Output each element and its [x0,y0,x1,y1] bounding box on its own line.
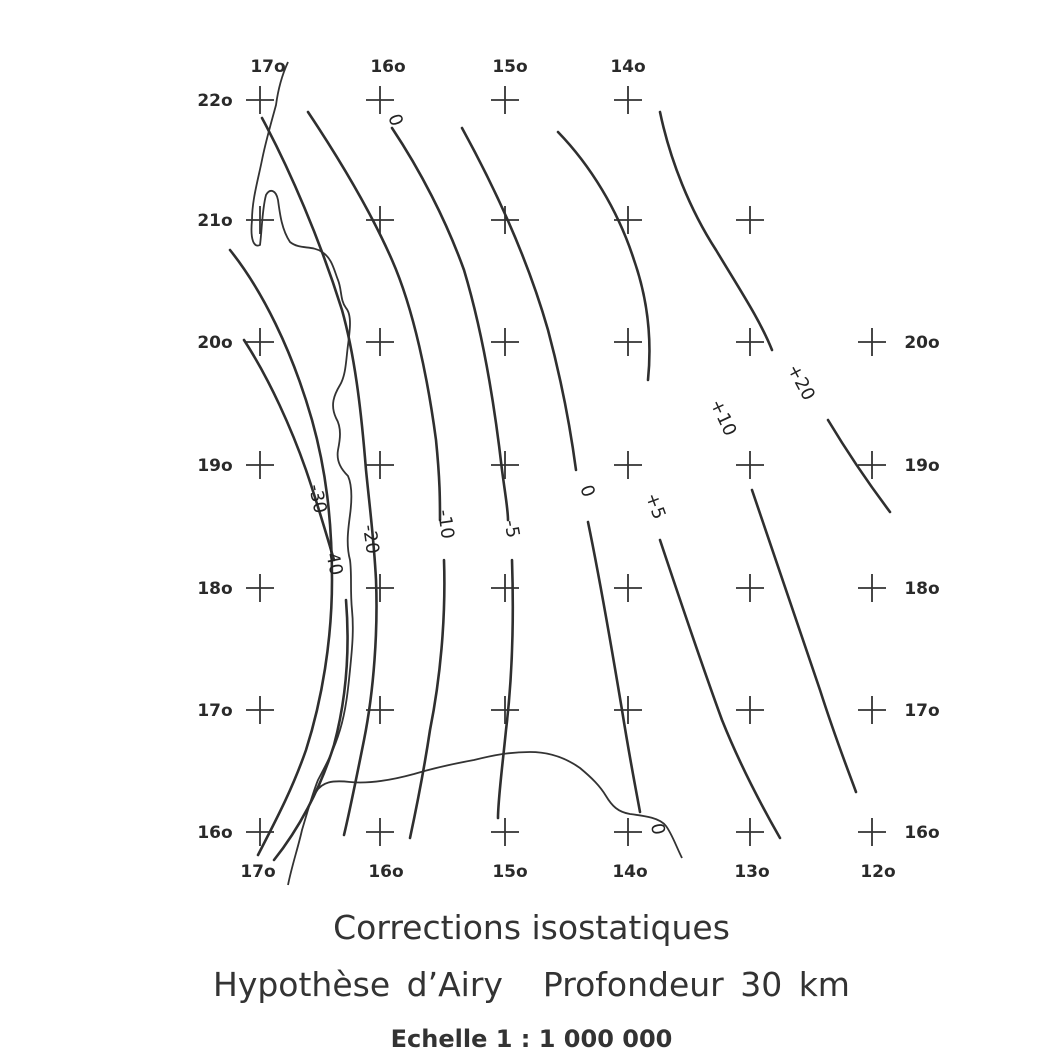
graticule-cross [614,818,642,846]
graticule-cross [858,818,886,846]
graticule-cross [246,696,274,724]
graticule-cross [491,451,519,479]
latitude-label-right: 19o [904,456,940,476]
contour-label: -40 [320,544,347,578]
longitude-label-bottom: 14o [612,862,648,882]
graticule-crosses [246,86,886,846]
contour-minus-20 [262,118,377,835]
contour-plus-10 [660,112,772,350]
latitude-label-left: 19o [197,456,233,476]
contour-zero-south [588,522,640,812]
contour-label: -30 [304,482,331,516]
latitude-label-right: 17o [904,701,940,721]
graticule-cross [736,818,764,846]
graticule-cross [366,328,394,356]
contour-plus-10-south [752,490,856,792]
contour-label: +20 [782,360,820,405]
latitude-label-right: 18o [904,579,940,599]
contour-label: -10 [433,508,458,541]
graticule-cross [736,328,764,356]
map-scale: Echelle 1 : 1 000 000 [390,1025,673,1053]
longitude-label-top: 14o [610,57,646,77]
graticule-cross [858,574,886,602]
grid-labels [197,57,939,882]
contour-label: 0 [646,821,669,837]
graticule-cross [491,818,519,846]
graticule-cross [491,696,519,724]
graticule-cross [366,451,394,479]
latitude-label-left: 22o [197,91,233,111]
contour-label: 0 [575,482,599,501]
hypothesis-text: Hypothèse d’Airy [213,965,503,1004]
latitude-label-left: 16o [197,823,233,843]
graticule-cross [614,574,642,602]
latitude-label-left: 20o [197,333,233,353]
graticule-cross [614,328,642,356]
contour-plus-5-mid [660,540,780,838]
latitude-label-left: 18o [197,579,233,599]
graticule-cross [736,206,764,234]
contour-label: +5 [640,490,670,523]
graticule-cross [614,696,642,724]
longitude-label-top: 15o [492,57,528,77]
map-title: Corrections isostatiques [333,908,730,947]
contour-minus-10-south [410,560,444,838]
graticule-cross [491,328,519,356]
contour-label: 0 [383,111,407,130]
graticule-cross [736,696,764,724]
graticule-cross [491,206,519,234]
contour-label: +10 [705,396,741,440]
graticule-cross [366,574,394,602]
graticule-cross [614,86,642,114]
graticule-cross [858,696,886,724]
latitude-label-right: 16o [904,823,940,843]
latitude-label-left: 17o [197,701,233,721]
graticule-cross [614,451,642,479]
graticule-cross [736,451,764,479]
contour-zero [462,128,576,470]
graticule-cross [246,206,274,234]
graticule-cross [246,86,274,114]
latitude-label-right: 20o [904,333,940,353]
longitude-label-top: 17o [250,57,286,77]
graticule-cross [736,574,764,602]
contour-label: -20 [358,523,383,556]
contour-plus-20 [828,420,890,512]
longitude-label-bottom: 16o [368,862,404,882]
contour-minus-5 [392,128,508,520]
contour-label: -5 [499,518,524,540]
graticule-cross [366,818,394,846]
longitude-label-bottom: 17o [240,862,276,882]
graticule-cross [366,86,394,114]
depth-text: Profondeur 30 km [542,965,850,1004]
longitude-label-bottom: 13o [734,862,770,882]
graticule-cross [491,86,519,114]
latitude-label-left: 21o [197,211,233,231]
graticule-cross [858,328,886,356]
map-subtitle [0,965,1063,1004]
longitude-label-bottom: 12o [860,862,896,882]
graticule-cross [491,574,519,602]
graticule-cross [246,451,274,479]
graticule-cross [246,574,274,602]
longitude-label-top: 16o [370,57,406,77]
longitude-label-bottom: 15o [492,862,528,882]
graticule-cross [366,206,394,234]
